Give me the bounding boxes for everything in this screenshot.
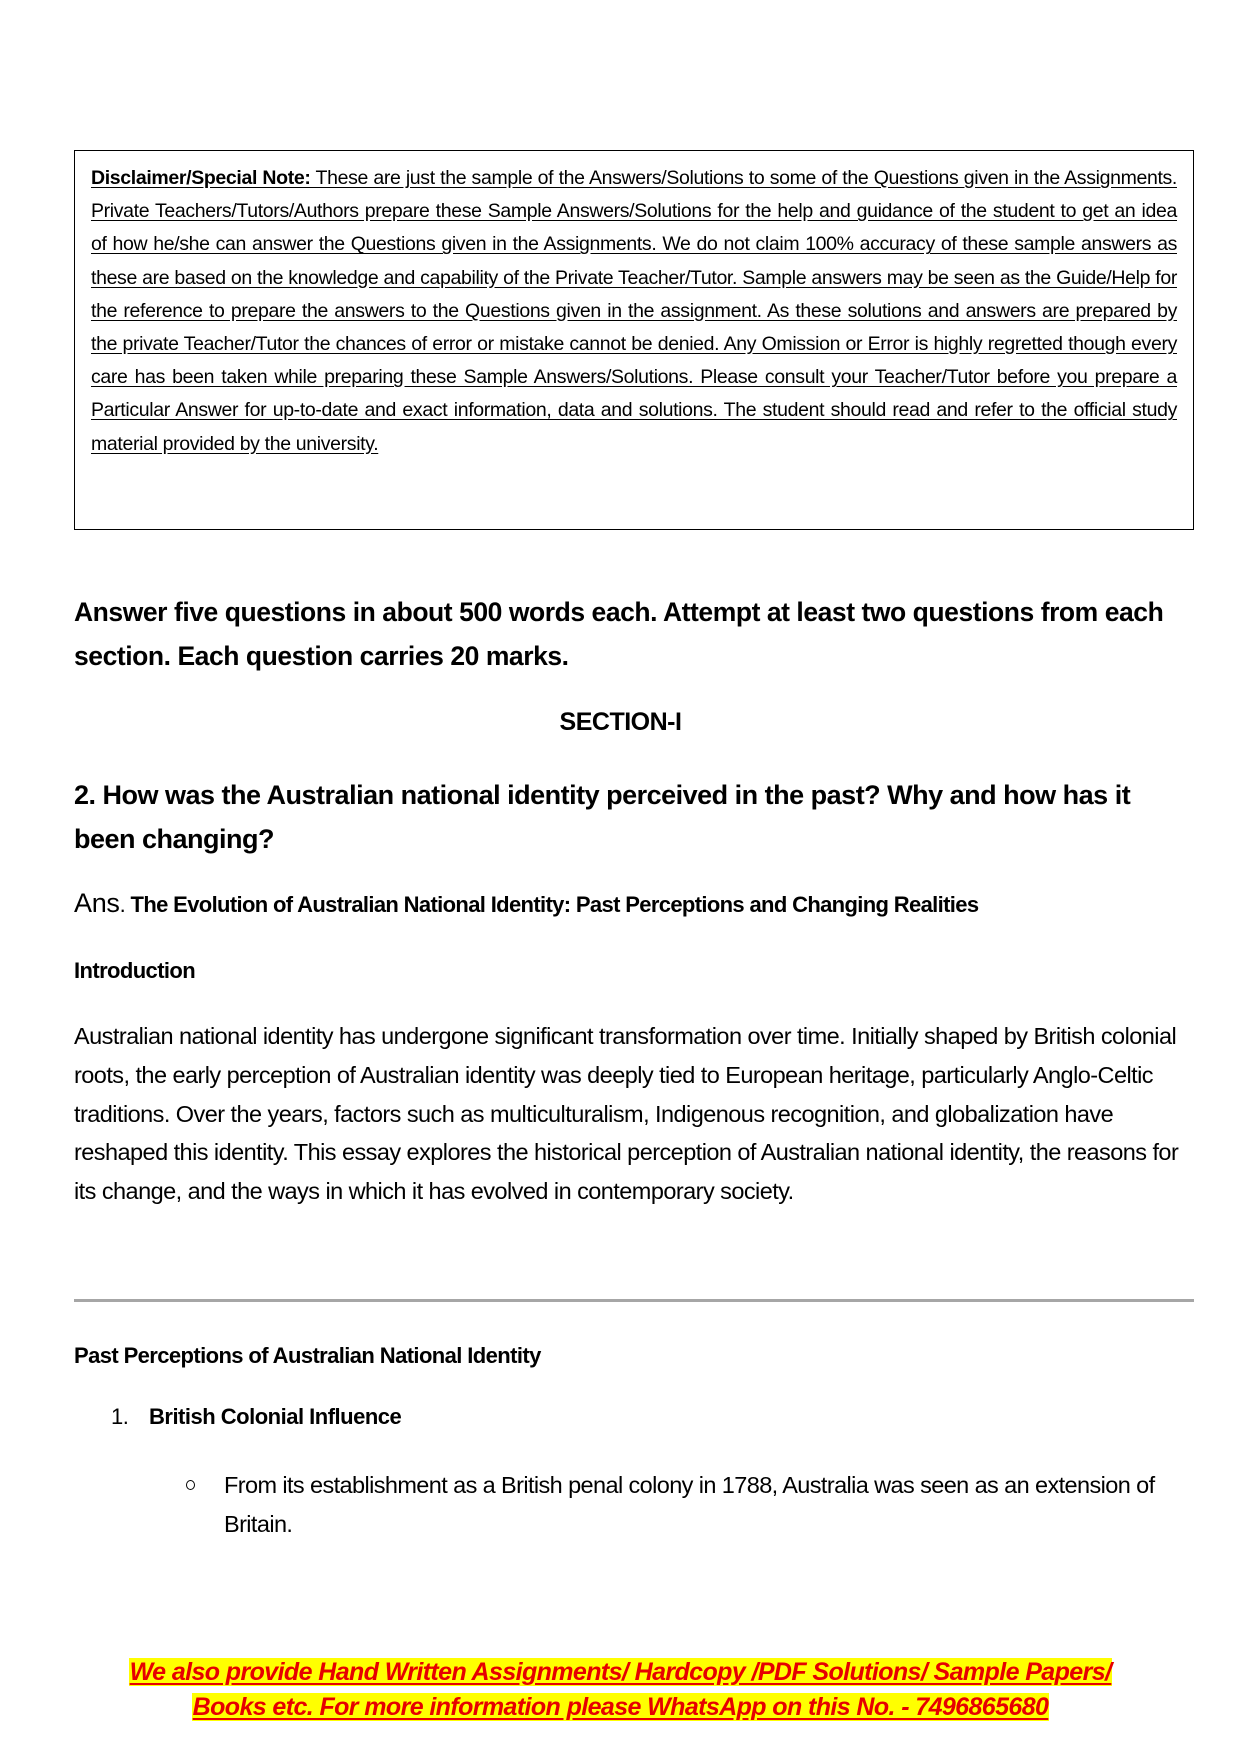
disclaimer-label: Disclaimer/Special Note: xyxy=(91,167,311,189)
promo-line-2: Books etc. For more information please WhatsApp on this No. - 7496865680 xyxy=(192,1693,1049,1721)
list-number: 1. xyxy=(111,1404,129,1429)
horizontal-divider xyxy=(74,1299,1194,1302)
disclaimer-text xyxy=(91,162,1177,461)
introduction-paragraph: Australian national identity has undergone significant transformation over time. Initially shaped by British colonial roots, the early perception of Australian identity was deeply tied to European heritage, particularly Anglo-Celtic traditions. Over the years, factors such as multiculturalism, Indigenous recognition, and globalization have reshaped this identity. This essay explores the historical perception of Australian national identity, the reasons for its change, and the ways in which it has evolved in contemporary society. xyxy=(74,1023,1179,1205)
answer-title: The Evolution of Australian National Identity: Past Perceptions and Changing Realities xyxy=(125,892,979,917)
section-title: SECTION-I xyxy=(559,708,682,736)
answer-prefix-dot: . xyxy=(119,892,126,917)
hollow-circle-bullet-icon xyxy=(186,1480,195,1490)
sub-bullet-text: From its establishment as a British penal colony in 1788, Australia was seen as an extension of Britain. xyxy=(224,1472,1155,1537)
question-heading: 2. How was the Australian national identity perceived in the past? Why and how has it been changing? xyxy=(74,780,1131,854)
list-item-label: British Colonial Influence xyxy=(149,1404,402,1429)
promo-line-1: We also provide Hand Written Assignments/ Hardcopy /PDF Solutions/ Sample Papers/ xyxy=(129,1658,1112,1686)
promo-footer xyxy=(0,1655,1241,1725)
answer-prefix: Ans xyxy=(74,888,120,918)
introduction-heading: Introduction xyxy=(74,958,196,983)
disclaimer-box xyxy=(74,150,1194,530)
answer-heading xyxy=(74,888,1204,919)
numbered-list-item xyxy=(111,1404,401,1430)
past-perceptions-heading: Past Perceptions of Australian National Identity xyxy=(74,1343,541,1368)
exam-instructions: Answer five questions in about 500 words each. Attempt at least two questions from each section. Each question carries 20 marks. xyxy=(74,597,1164,671)
disclaimer-body: These are just the sample of the Answers/Solutions to some of the Questions given in the Assignments. Private Teachers/Tutors/Authors prepare these Sample Answers/Solutions for the help and guidance of the student to get an idea of how he/she can answer the Questions given in the Assignments. We do not claim 100% accuracy of these sample answers as these are based on the knowledge and capability of the Private Teacher/Tutor. Sample answers may be seen as the Guide/Help for the reference to prepare the answers to the Questions given in the assignment. As these solutions and answers are prepared by the private Teacher/Tutor the chances of error or mistake cannot be denied. Any Omission or Error is highly regretted though every care has been taken while preparing these Sample Answers/Solutions. Please consult your Teacher/Tutor before you prepare a Particular Answer for up-to-date and exact information, data and solutions. The student should read and refer to the official study material provided by the university. xyxy=(91,167,1177,455)
